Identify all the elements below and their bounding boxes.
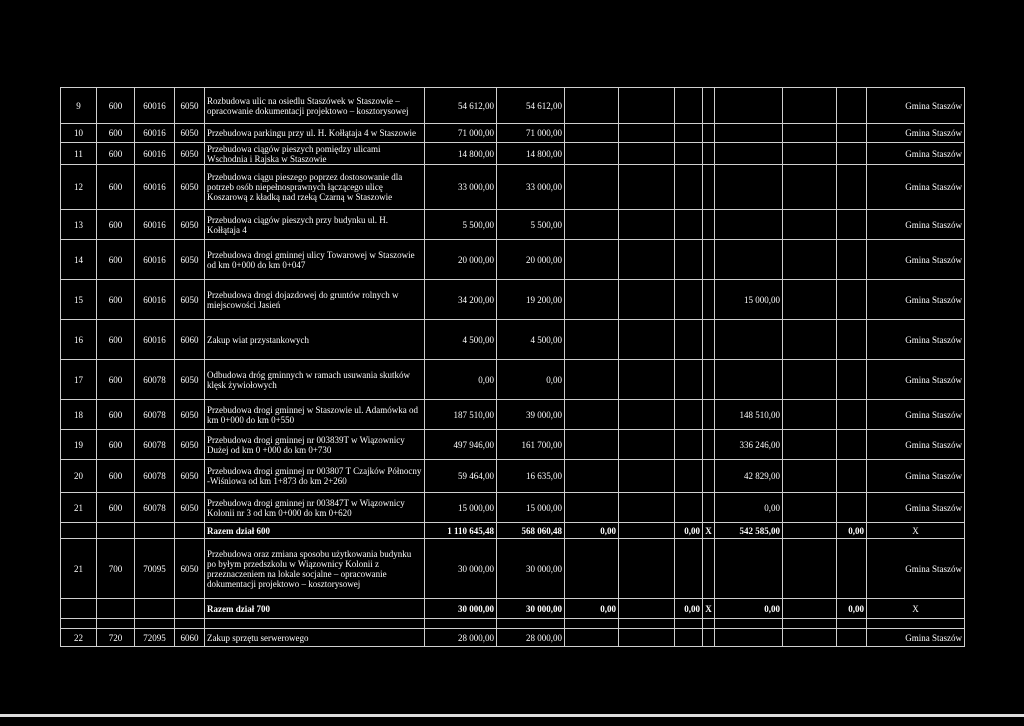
table-row <box>61 165 965 210</box>
cell-c <box>619 619 675 629</box>
cell-other-sources: 0,00 <box>715 599 783 619</box>
cell-g <box>837 210 867 240</box>
cell-f <box>783 493 837 523</box>
cell-c <box>619 539 675 599</box>
cell-other-sources: 0,00 <box>715 493 783 523</box>
cell-d <box>675 165 703 210</box>
cell-lp <box>61 523 97 539</box>
cell-x <box>703 280 715 320</box>
cell-lp: 19 <box>61 430 97 460</box>
cell-rozdzial: 60016 <box>135 210 175 240</box>
cell-x <box>703 320 715 360</box>
cell-rozdzial <box>135 523 175 539</box>
cell-dzial: 600 <box>97 143 135 165</box>
cell-budget: 161 700,00 <box>497 430 565 460</box>
cell-x <box>703 539 715 599</box>
cell-f <box>783 523 837 539</box>
cell-total: 497 946,00 <box>425 430 497 460</box>
cell-dzial: 600 <box>97 493 135 523</box>
cell-c <box>619 460 675 493</box>
cell-total: 0,00 <box>425 360 497 400</box>
cell-rozdzial: 70095 <box>135 539 175 599</box>
cell-dzial: 600 <box>97 165 135 210</box>
cell-budget: 5 500,00 <box>497 210 565 240</box>
table-row <box>61 280 965 320</box>
cell-lp: 20 <box>61 460 97 493</box>
cell-f <box>783 240 837 280</box>
cell-unit: Gmina Staszów <box>867 124 965 143</box>
cell-description: Przebudowa drogi dojazdowej do gruntów rolnych w miejscowości Jasień <box>205 280 425 320</box>
cell-c <box>619 523 675 539</box>
cell-x <box>703 240 715 280</box>
cell-total: 1 110 645,48 <box>425 523 497 539</box>
cell-budget: 39 000,00 <box>497 400 565 430</box>
cell-total: 71 000,00 <box>425 124 497 143</box>
cell-description: Przebudowa drogi gminnej w Staszowie ul. Adamówka od km 0+000 do km 0+550 <box>205 400 425 430</box>
cell-rozdzial: 60016 <box>135 88 175 124</box>
cell-dzial <box>97 619 135 629</box>
cell-paragraf: 6050 <box>175 240 205 280</box>
cell-d: 0,00 <box>675 523 703 539</box>
cell-d <box>675 280 703 320</box>
cell-paragraf: 6050 <box>175 88 205 124</box>
cell-paragraf: 6050 <box>175 165 205 210</box>
cell-c <box>619 400 675 430</box>
cell-other-sources <box>715 124 783 143</box>
cell-dzial: 720 <box>97 629 135 647</box>
cell-c <box>619 124 675 143</box>
cell-dzial: 600 <box>97 210 135 240</box>
cell-g <box>837 629 867 647</box>
table-row <box>61 360 965 400</box>
cell-d <box>675 320 703 360</box>
cell-other-sources <box>715 539 783 599</box>
table-row <box>61 599 965 619</box>
cell-dzial: 600 <box>97 124 135 143</box>
cell-b: 0,00 <box>565 523 619 539</box>
cell-description: Razem dział 700 <box>205 599 425 619</box>
cell-x <box>703 88 715 124</box>
cell-lp: 11 <box>61 143 97 165</box>
cell-description: Przebudowa drogi gminnej nr 003839T w Wiązownicy Dużej od km 0 +000 do km 0+730 <box>205 430 425 460</box>
cell-budget: 0,00 <box>497 360 565 400</box>
cell-other-sources <box>715 165 783 210</box>
cell-rozdzial: 60078 <box>135 430 175 460</box>
cell-b <box>565 240 619 280</box>
cell-dzial: 600 <box>97 430 135 460</box>
cell-lp: 14 <box>61 240 97 280</box>
cell-other-sources: 15 000,00 <box>715 280 783 320</box>
cell-f <box>783 599 837 619</box>
cell-unit: Gmina Staszów <box>867 320 965 360</box>
cell-unit: Gmina Staszów <box>867 360 965 400</box>
cell-g <box>837 619 867 629</box>
cell-rozdzial: 60016 <box>135 124 175 143</box>
cell-x <box>703 143 715 165</box>
cell-g <box>837 400 867 430</box>
cell-other-sources <box>715 360 783 400</box>
cell-rozdzial: 72095 <box>135 629 175 647</box>
cell-description: Razem dział 600 <box>205 523 425 539</box>
cell-other-sources <box>715 143 783 165</box>
cell-unit: X <box>867 523 965 539</box>
page-bottom-border <box>0 714 1024 717</box>
cell-description: Przebudowa oraz zmiana sposobu użytkowania budynku po byłym przedszkolu w Wiązownicy Kolonii z przeznaczeniem na lokale socjalne – opracowanie dokumentacji projektowo – kosztorysowej <box>205 539 425 599</box>
cell-budget: 54 612,00 <box>497 88 565 124</box>
cell-other-sources <box>715 629 783 647</box>
table-row <box>61 88 965 124</box>
cell-d <box>675 143 703 165</box>
table-row <box>61 493 965 523</box>
cell-total: 28 000,00 <box>425 629 497 647</box>
cell-paragraf <box>175 523 205 539</box>
cell-f <box>783 629 837 647</box>
cell-lp: 22 <box>61 629 97 647</box>
cell-unit: Gmina Staszów <box>867 143 965 165</box>
cell-g <box>837 430 867 460</box>
cell-budget: 15 000,00 <box>497 493 565 523</box>
cell-paragraf: 6050 <box>175 210 205 240</box>
cell-dzial: 600 <box>97 320 135 360</box>
cell-b <box>565 539 619 599</box>
cell-x <box>703 629 715 647</box>
cell-unit: Gmina Staszów <box>867 460 965 493</box>
cell-c <box>619 599 675 619</box>
cell-x <box>703 124 715 143</box>
cell-d <box>675 460 703 493</box>
cell-g <box>837 240 867 280</box>
cell-paragraf: 6050 <box>175 124 205 143</box>
cell-rozdzial: 60016 <box>135 165 175 210</box>
cell-unit: Gmina Staszów <box>867 430 965 460</box>
cell-f <box>783 539 837 599</box>
cell-dzial: 600 <box>97 280 135 320</box>
cell-paragraf <box>175 619 205 629</box>
cell-total: 54 612,00 <box>425 88 497 124</box>
cell-budget: 4 500,00 <box>497 320 565 360</box>
cell-f <box>783 210 837 240</box>
cell-b <box>565 629 619 647</box>
cell-budget: 20 000,00 <box>497 240 565 280</box>
cell-budget: 14 800,00 <box>497 143 565 165</box>
cell-d <box>675 629 703 647</box>
cell-f <box>783 430 837 460</box>
cell-other-sources <box>715 320 783 360</box>
cell-b <box>565 619 619 629</box>
cell-f <box>783 400 837 430</box>
cell-x <box>703 400 715 430</box>
cell-rozdzial: 60016 <box>135 240 175 280</box>
cell-b <box>565 143 619 165</box>
cell-budget: 30 000,00 <box>497 599 565 619</box>
cell-paragraf: 6050 <box>175 280 205 320</box>
cell-lp: 18 <box>61 400 97 430</box>
cell-g <box>837 165 867 210</box>
cell-x <box>703 430 715 460</box>
cell-g <box>837 460 867 493</box>
cell-budget: 30 000,00 <box>497 539 565 599</box>
cell-rozdzial: 60078 <box>135 493 175 523</box>
cell-g <box>837 539 867 599</box>
cell-rozdzial: 60016 <box>135 143 175 165</box>
cell-x: X <box>703 599 715 619</box>
cell-f <box>783 460 837 493</box>
cell-x <box>703 619 715 629</box>
cell-other-sources <box>715 88 783 124</box>
cell-budget: 28 000,00 <box>497 629 565 647</box>
cell-paragraf <box>175 599 205 619</box>
cell-c <box>619 320 675 360</box>
cell-f <box>783 360 837 400</box>
cell-lp: 17 <box>61 360 97 400</box>
cell-total: 14 800,00 <box>425 143 497 165</box>
cell-description: Zakup sprzętu serwerowego <box>205 629 425 647</box>
cell-description: Przebudowa drogi gminnej nr 003807 T Czajków Północny -Wiśniowa od km 1+873 do km 2+260 <box>205 460 425 493</box>
cell-d <box>675 539 703 599</box>
cell-unit: Gmina Staszów <box>867 88 965 124</box>
cell-f <box>783 280 837 320</box>
cell-other-sources <box>715 240 783 280</box>
cell-b <box>565 165 619 210</box>
table-row <box>61 143 965 165</box>
cell-b <box>565 400 619 430</box>
cell-c <box>619 430 675 460</box>
cell-rozdzial: 60016 <box>135 320 175 360</box>
cell-lp: 9 <box>61 88 97 124</box>
cell-unit: Gmina Staszów <box>867 629 965 647</box>
cell-dzial: 600 <box>97 460 135 493</box>
cell-budget: 33 000,00 <box>497 165 565 210</box>
cell-description: Przebudowa ciągu pieszego poprzez dostosowanie dla potrzeb osób niepełnosprawnych łączącego ulicę Koszarową z kładką nad rzeką Czarną w Staszowie <box>205 165 425 210</box>
cell-total <box>425 619 497 629</box>
cell-unit: Gmina Staszów <box>867 240 965 280</box>
cell-unit: Gmina Staszów <box>867 280 965 320</box>
cell-d <box>675 124 703 143</box>
cell-total: 33 000,00 <box>425 165 497 210</box>
cell-unit: Gmina Staszów <box>867 210 965 240</box>
cell-unit: Gmina Staszów <box>867 539 965 599</box>
cell-c <box>619 210 675 240</box>
cell-b <box>565 124 619 143</box>
cell-g <box>837 143 867 165</box>
table-row <box>61 210 965 240</box>
cell-rozdzial: 60078 <box>135 400 175 430</box>
cell-lp <box>61 599 97 619</box>
cell-g: 0,00 <box>837 599 867 619</box>
cell-lp: 13 <box>61 210 97 240</box>
cell-d <box>675 619 703 629</box>
cell-rozdzial: 60078 <box>135 460 175 493</box>
cell-rozdzial <box>135 599 175 619</box>
cell-dzial <box>97 523 135 539</box>
cell-description: Zakup wiat przystankowych <box>205 320 425 360</box>
cell-d <box>675 210 703 240</box>
cell-b <box>565 493 619 523</box>
cell-total: 15 000,00 <box>425 493 497 523</box>
cell-g <box>837 88 867 124</box>
cell-dzial: 600 <box>97 88 135 124</box>
cell-description <box>205 619 425 629</box>
cell-other-sources: 148 510,00 <box>715 400 783 430</box>
cell-d <box>675 88 703 124</box>
cell-f <box>783 320 837 360</box>
cell-g <box>837 493 867 523</box>
cell-description: Przebudowa drogi gminnej ulicy Towarowej w Staszowie od km 0+000 do km 0+047 <box>205 240 425 280</box>
table-row <box>61 539 965 599</box>
cell-paragraf: 6060 <box>175 320 205 360</box>
cell-c <box>619 88 675 124</box>
cell-rozdzial <box>135 619 175 629</box>
cell-c <box>619 143 675 165</box>
cell-other-sources <box>715 619 783 629</box>
cell-dzial <box>97 599 135 619</box>
table-row <box>61 124 965 143</box>
cell-lp: 15 <box>61 280 97 320</box>
cell-description: Przebudowa ciągów pieszych przy budynku ul. H. Kołłątaja 4 <box>205 210 425 240</box>
table-row <box>61 460 965 493</box>
cell-c <box>619 360 675 400</box>
cell-f <box>783 88 837 124</box>
cell-f <box>783 619 837 629</box>
cell-x <box>703 165 715 210</box>
cell-c <box>619 280 675 320</box>
table-row <box>61 523 965 539</box>
cell-dzial: 700 <box>97 539 135 599</box>
cell-budget: 71 000,00 <box>497 124 565 143</box>
cell-other-sources <box>715 210 783 240</box>
cell-total: 5 500,00 <box>425 210 497 240</box>
cell-other-sources: 42 829,00 <box>715 460 783 493</box>
cell-b <box>565 320 619 360</box>
cell-lp: 12 <box>61 165 97 210</box>
cell-description: Rozbudowa ulic na osiedlu Staszówek w Staszowie – opracowanie dokumentacji projektowo – kosztorysowej <box>205 88 425 124</box>
cell-lp <box>61 619 97 629</box>
cell-b <box>565 280 619 320</box>
cell-unit <box>867 619 965 629</box>
cell-lp: 21 <box>61 493 97 523</box>
cell-g <box>837 124 867 143</box>
cell-lp: 21 <box>61 539 97 599</box>
cell-x <box>703 460 715 493</box>
cell-paragraf: 6050 <box>175 430 205 460</box>
cell-rozdzial: 60078 <box>135 360 175 400</box>
table-row <box>61 430 965 460</box>
cell-f <box>783 143 837 165</box>
cell-description: Przebudowa drogi gminnej nr 003847T w Wiązownicy Kolonii nr 3 od km 0+000 do km 0+620 <box>205 493 425 523</box>
cell-unit: X <box>867 599 965 619</box>
cell-budget: 19 200,00 <box>497 280 565 320</box>
cell-lp: 10 <box>61 124 97 143</box>
cell-x <box>703 493 715 523</box>
cell-unit: Gmina Staszów <box>867 493 965 523</box>
cell-f <box>783 165 837 210</box>
cell-x <box>703 210 715 240</box>
cell-d: 0,00 <box>675 599 703 619</box>
cell-b: 0,00 <box>565 599 619 619</box>
cell-x: X <box>703 523 715 539</box>
investment-table <box>60 87 965 647</box>
cell-paragraf: 6050 <box>175 460 205 493</box>
cell-g <box>837 320 867 360</box>
table-row <box>61 619 965 629</box>
cell-total: 187 510,00 <box>425 400 497 430</box>
cell-unit: Gmina Staszów <box>867 165 965 210</box>
cell-description: Przebudowa parkingu przy ul. H. Kołłątaja 4 w Staszowie <box>205 124 425 143</box>
cell-b <box>565 430 619 460</box>
cell-budget <box>497 619 565 629</box>
cell-budget: 16 635,00 <box>497 460 565 493</box>
cell-description: Przebudowa ciągów pieszych pomiędzy ulicami Wschodnia i Rajska w Staszowie <box>205 143 425 165</box>
table-row <box>61 320 965 360</box>
cell-g: 0,00 <box>837 523 867 539</box>
cell-c <box>619 629 675 647</box>
cell-paragraf: 6050 <box>175 400 205 430</box>
cell-d <box>675 430 703 460</box>
cell-dzial: 600 <box>97 360 135 400</box>
cell-total: 4 500,00 <box>425 320 497 360</box>
cell-total: 30 000,00 <box>425 599 497 619</box>
table-row <box>61 240 965 280</box>
cell-d <box>675 400 703 430</box>
cell-total: 30 000,00 <box>425 539 497 599</box>
cell-c <box>619 165 675 210</box>
table-row <box>61 629 965 647</box>
cell-rozdzial: 60016 <box>135 280 175 320</box>
cell-g <box>837 360 867 400</box>
cell-paragraf: 6050 <box>175 539 205 599</box>
cell-f <box>783 124 837 143</box>
cell-description: Odbudowa dróg gminnych w ramach usuwania skutków klęsk żywiołowych <box>205 360 425 400</box>
cell-unit: Gmina Staszów <box>867 400 965 430</box>
cell-dzial: 600 <box>97 240 135 280</box>
cell-b <box>565 210 619 240</box>
cell-total: 20 000,00 <box>425 240 497 280</box>
cell-x <box>703 360 715 400</box>
cell-b <box>565 88 619 124</box>
cell-total: 34 200,00 <box>425 280 497 320</box>
cell-c <box>619 240 675 280</box>
cell-lp: 16 <box>61 320 97 360</box>
cell-total: 59 464,00 <box>425 460 497 493</box>
cell-paragraf: 6050 <box>175 143 205 165</box>
cell-b <box>565 360 619 400</box>
cell-g <box>837 280 867 320</box>
cell-dzial: 600 <box>97 400 135 430</box>
cell-paragraf: 6050 <box>175 493 205 523</box>
table-row <box>61 400 965 430</box>
cell-d <box>675 240 703 280</box>
cell-b <box>565 460 619 493</box>
cell-budget: 568 060,48 <box>497 523 565 539</box>
table-body <box>61 88 965 647</box>
investment-table-wrapper <box>60 87 964 647</box>
cell-other-sources: 336 246,00 <box>715 430 783 460</box>
cell-d <box>675 493 703 523</box>
cell-paragraf: 6060 <box>175 629 205 647</box>
cell-paragraf: 6050 <box>175 360 205 400</box>
cell-d <box>675 360 703 400</box>
cell-c <box>619 493 675 523</box>
cell-other-sources: 542 585,00 <box>715 523 783 539</box>
